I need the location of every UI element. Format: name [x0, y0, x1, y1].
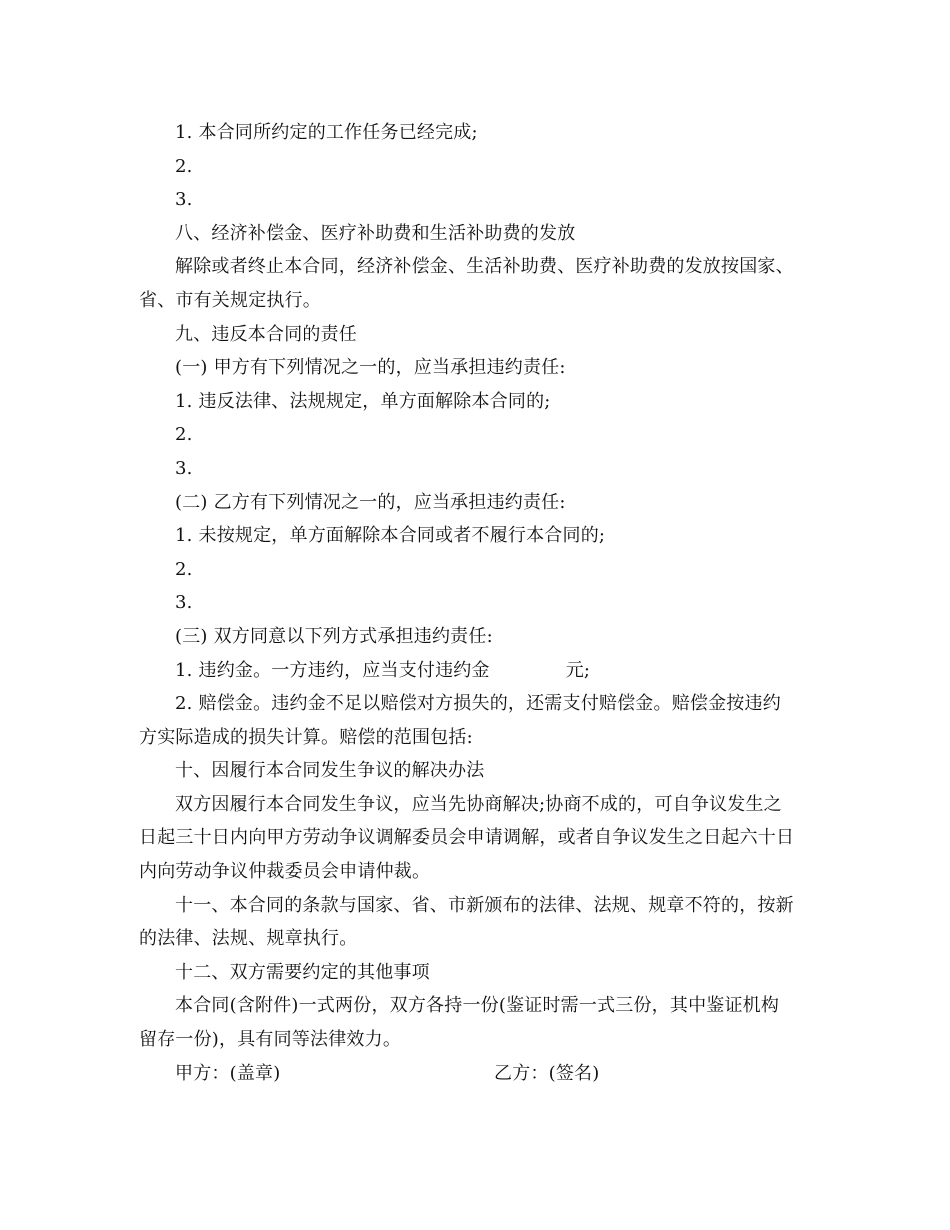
text-line: 八、经济补偿金、医疗补助费和生活补助费的发放 [175, 222, 576, 244]
party-b-signature: 乙方：(签名) [494, 1062, 600, 1084]
text-line: 2. 赔偿金。违约金不足以赔偿对方损失的，还需支付赔偿金。赔偿金按违约 [175, 693, 781, 715]
text-line: 1. 本合同所约定的工作任务已经完成; [175, 122, 478, 143]
paragraphs-top [139, 116, 811, 654]
contract-text [139, 116, 811, 1090]
text-line: 1. 未按规定，单方面解除本合同或者不履行本合同的; [175, 525, 606, 547]
text-line: 省、市有关规定执行。 [139, 289, 321, 311]
text-line: 2. [175, 558, 193, 580]
text-line: 解除或者终止本合同，经济补偿金、生活补助费、医疗补助费的发放按国家、 [175, 256, 794, 278]
text-line: 的法律、法规、规章执行。 [139, 928, 358, 950]
text-line: 留存一份)，具有同等法律效力。 [139, 1029, 402, 1051]
text-line: 十二、双方需要约定的其他事项 [175, 961, 430, 983]
party-a-signature: 甲方：(盖章) [175, 1062, 281, 1084]
penalty-unit: 元; [565, 659, 591, 681]
text-line: (三) 双方同意以下列方式承担违约责任: [175, 625, 493, 647]
signature-row [139, 1057, 811, 1091]
text-line: 日起三十日内向甲方劳动争议调解委员会申请调解，或者自争议发生之日起六十日 [139, 827, 795, 849]
text-line: 3. [175, 457, 193, 479]
text-line: 3. [175, 592, 193, 614]
text-line: 2. [175, 424, 193, 446]
paragraphs-bottom [139, 687, 811, 1057]
text-line: 双方因履行本合同发生争议，应当先协商解决;协商不成的，可自争议发生之 [175, 793, 782, 815]
penalty-clause-text: 1. 违约金。一方违约，应当支付违约金 [175, 659, 490, 681]
text-line: 内向劳动争议仲裁委员会申请仲裁。 [139, 861, 431, 883]
text-line: 十、因履行本合同发生争议的解决办法 [175, 760, 485, 782]
penalty-clause [139, 654, 811, 688]
text-line: 九、违反本合同的责任 [175, 323, 357, 345]
text-line: 方实际造成的损失计算。赔偿的范围包括: [139, 726, 473, 748]
text-line: 3. [175, 189, 193, 211]
text-line: 十一、本合同的条款与国家、省、市新颁布的法律、法规、规章不符的，按新 [175, 894, 794, 916]
text-line: (一) 甲方有下列情况之一的，应当承担违约责任: [175, 357, 566, 379]
text-line: 本合同(含附件)一式两份，双方各持一份(鉴证时需一式三份，其中鉴证机构 [175, 995, 780, 1017]
text-line: 2. [175, 155, 193, 177]
text-line: (二) 乙方有下列情况之一的，应当承担违约责任: [175, 491, 566, 513]
text-line: 1. 违反法律、法规规定，单方面解除本合同的; [175, 390, 551, 412]
